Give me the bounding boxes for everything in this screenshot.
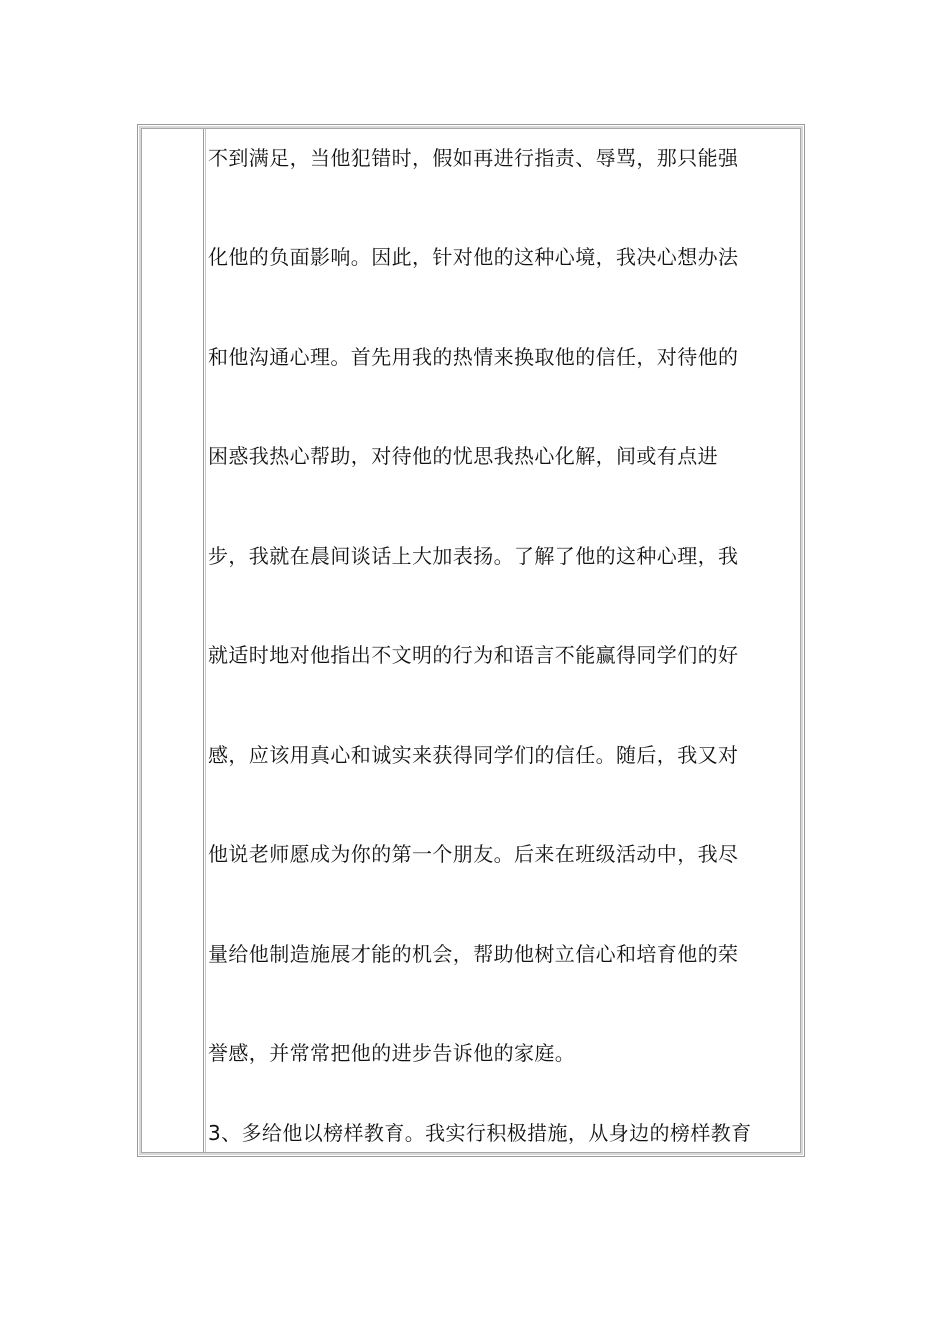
- paragraph-line: 不到满足，当他犯错时，假如再进行指责、辱骂，那只能强: [208, 146, 739, 170]
- paragraph-line: 就适时地对他指出不文明的行为和语言不能赢得同学们的好: [208, 643, 739, 667]
- document-table: [137, 124, 805, 1157]
- paragraph-line: 困惑我热心帮助，对待他的忧思我热心化解，间或有点进: [208, 444, 718, 468]
- column-divider: [203, 129, 206, 1152]
- paragraph-line: 3、多给他以榜样教育。我实行积极措施，从身边的榜样教育: [208, 1121, 752, 1145]
- paragraph-line: 他说老师愿成为你的第一个朋友。后来在班级活动中，我尽: [208, 842, 739, 866]
- paragraph-line: 誉感，并常常把他的进步告诉他的家庭。: [208, 1041, 576, 1065]
- table-text-cell: [208, 129, 800, 1152]
- paragraph-line: 感，应该用真心和诚实来获得同学们的信任。随后，我又对: [208, 743, 739, 767]
- table-left-cell: [142, 129, 203, 1152]
- paragraph-line: 步，我就在晨间谈话上大加表扬。了解了他的这种心理，我: [208, 544, 739, 568]
- paragraph-line: 化他的负面影响。因此，针对他的这种心境，我决心想办法: [208, 245, 739, 269]
- paragraph-line: 量给他制造施展才能的机会，帮助他树立信心和培育他的荣: [208, 942, 739, 966]
- paragraph-line: 和他沟通心理。首先用我的热情来换取他的信任，对待他的: [208, 345, 739, 369]
